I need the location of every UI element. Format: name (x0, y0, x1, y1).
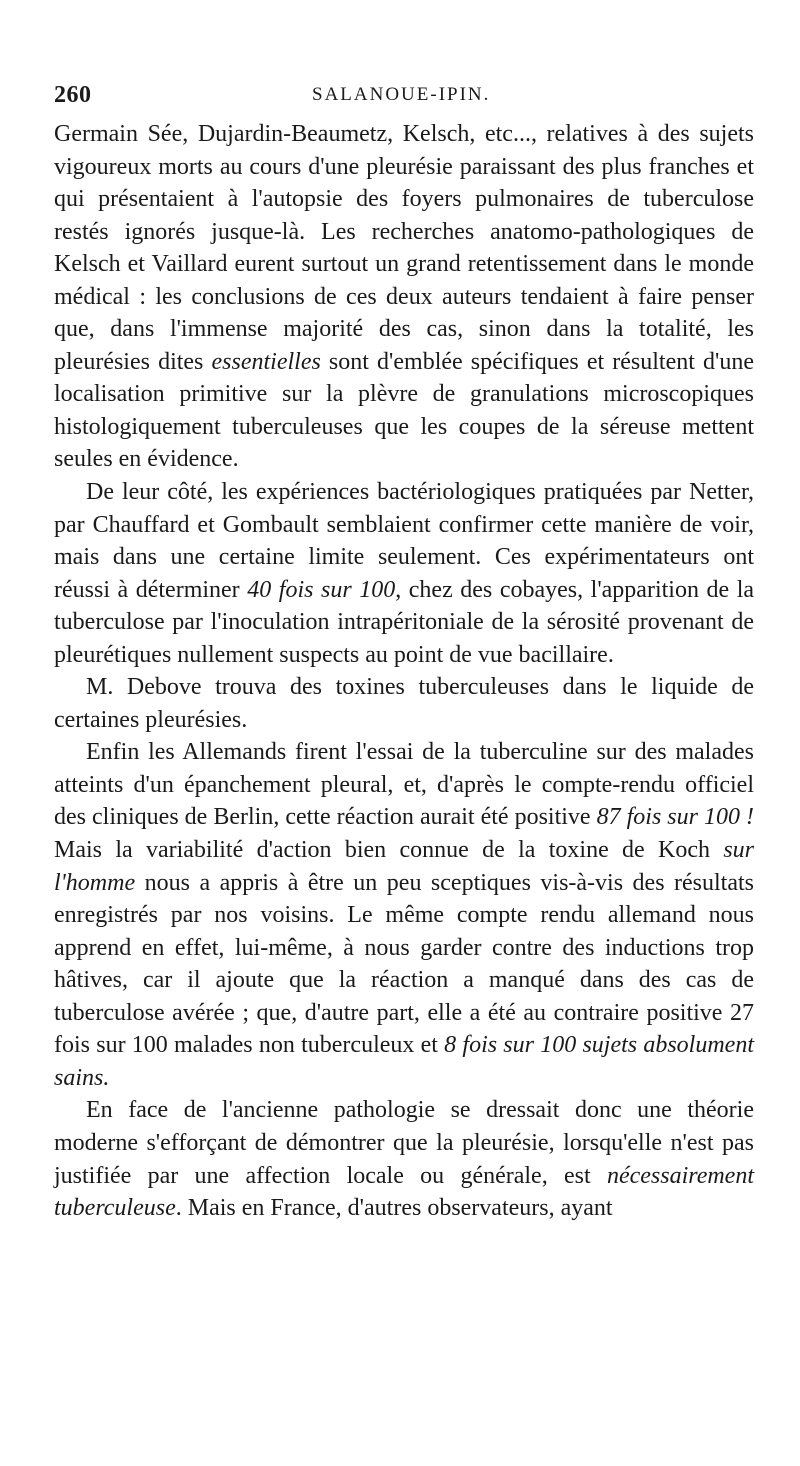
italic-text-run: 87 fois sur 100 ! (596, 804, 754, 831)
italic-text-run: nécessairement tuberculeuse (54, 1162, 754, 1222)
paragraph (54, 671, 754, 736)
italic-text-run: sur l'homme (54, 837, 754, 896)
page-number: 260 (54, 82, 92, 108)
running-title: SALANOUE-IPIN. (312, 84, 491, 105)
text-run: sont d'emblée spécifiques et résultent d'une localisation primitive sur la plèvre de granulations microscopiques histologiquement tuberculeuses que les coupes de la séreuse mettent seules en évidence. (54, 348, 754, 473)
paragraph (54, 1094, 754, 1224)
paragraph (54, 118, 754, 476)
text-run: nous a appris à être un peu sceptiques vis-à-vis des résultats enregistrés par nos voisins. Le même compte rendu allemand nous apprend en effet, lui-même, à nous garder contre des inductions trop hâtives, car il ajoute que la réaction a manqué dans des cas de tuberculose avérée ; que, d'autre part, elle a été au contraire positive 27 fois sur 100 malades non tuberculeux et (54, 869, 754, 1059)
italic-text-run: 8 fois sur 100 sujets absolument sains. (54, 1032, 754, 1091)
text-run: M. Debove trouva des toxines tuberculeuses dans le liquide de certaines pleurésies. (54, 674, 754, 733)
text-run: Mais la variabilité d'action bien connue de la toxine de Koch (54, 837, 724, 864)
text-run: . Mais en France, d'autres observateurs, ayant (175, 1195, 613, 1222)
italic-text-run: 40 fois sur 100 (247, 576, 396, 603)
text-run: Enfin les Allemands firent l'essai de la tuberculine sur des malades atteints d'un épanchement pleural, et, d'après le compte-rendu officiel des cliniques de Berlin, cette réaction aurait été positive (54, 739, 754, 831)
body-text (54, 118, 754, 1225)
text-run: En face de l'ancienne pathologie se dressait donc une théorie moderne s'efforçant de démontrer que la pleurésie, lorsqu'elle n'est pas justifiée par une affection locale ou générale, est (54, 1097, 754, 1189)
paragraph (54, 736, 754, 1094)
text-run: Germain Sée, Dujardin-Beaumetz, Kelsch, etc..., relatives à des sujets vigoureux morts au cours d'une pleurésie paraissant des plus franches et qui présentaient à l'autopsie des foyers pulmonaires de tuberculose restés ignorés jusque-là. Les recherches anatomo-pathologiques de Kelsch et Vaillard eurent surtout un grand retentissement dans le monde médical : les conclusions de ces deux auteurs tendaient à faire penser que, dans l'immense majorité des cas, sinon dans la totalité, les pleurésies dites (54, 121, 754, 375)
running-head (54, 82, 754, 114)
paragraph (54, 476, 754, 671)
text-run: , chez des cobayes, l'apparition de la tuberculose par l'inoculation intrapéritoniale de la sérosité provenant de pleurétiques nullement suspects au point de vue bacillaire. (54, 576, 755, 668)
text-run: De leur côté, les expériences bactériologiques pratiquées par Netter, par Chauffard et Gombault semblaient confirmer cette manière de voir, mais dans une certaine limite seulement. Ces expérimentateurs ont réussi à déterminer (54, 479, 754, 603)
italic-text-run: essentielles (211, 348, 321, 375)
